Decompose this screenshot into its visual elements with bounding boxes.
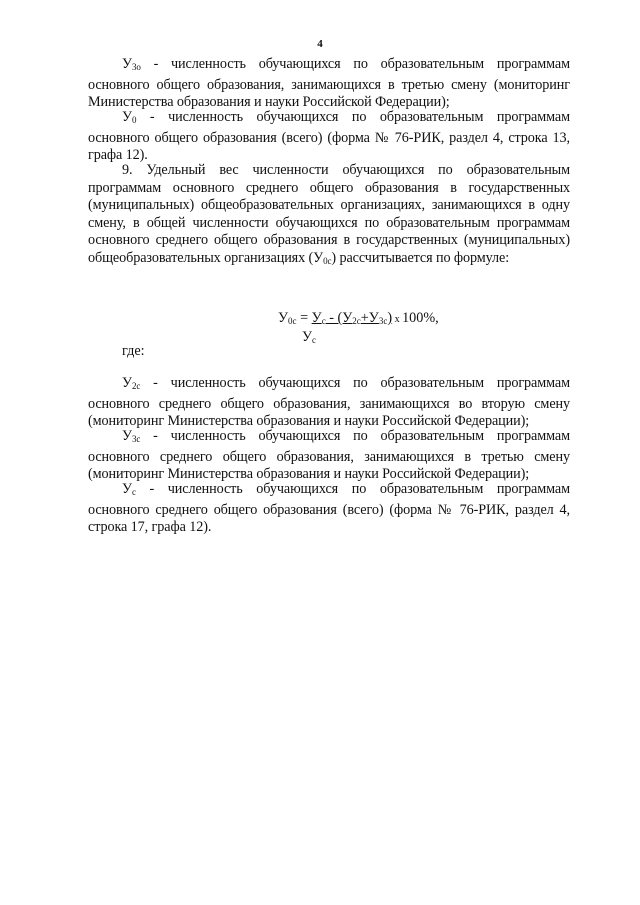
definition-u3c: $У_{3с}$ - численность обучающихся по образовательным программам основного среднего общего образования, занимающихся в третью смену (мониторинг Министерства образования и науки Российской Федерации); xyxy=(88,428,570,483)
formula-percent: 100%, xyxy=(402,310,439,326)
formula-numerator: $У_с - (У_{2с}+У_{3с})$ xyxy=(311,310,393,326)
where-label: где: xyxy=(122,343,145,359)
formula-lhs: $У_{0с}$ = xyxy=(278,310,312,326)
definition-u2c: $У_{2с}$ - численность обучающихся по образовательным программам основного среднего общего образования, занимающихся во вторую смену (мониторинг Министерства образования и науки Российской Федерации); xyxy=(88,375,570,430)
definition-u0: $У_0$ - численность обучающихся по образовательным программам основного общего образования (всего) (форма № 76-РИК, раздел 4, строка 13, графа 12). xyxy=(88,109,570,164)
definition-u3o: $У_{3о}$ - численность обучающихся по образовательным программам основного общего образования, занимающихся в третью смену (мониторинг Министерства образования и науки Российской Федерации); xyxy=(88,56,570,111)
formula xyxy=(278,310,439,345)
item-9-paragraph: 9. Удельный вес численности обучающихся по образовательным программам основного среднего общего образования в государственных (муниципальных) общеобразовательных организациях, занимающихся в одну смену, в общей численности обучающихся по образовательным программам основного среднего общего образования в государственных (муниципальных) общеобразовательных организациях $(У_{0с})$ рассчитывается по формуле: xyxy=(88,162,570,266)
formula-times: х xyxy=(392,314,403,325)
page-number: 4 xyxy=(317,38,323,50)
formula-denominator: $У_с$ xyxy=(302,329,317,345)
definition-uc: $У_с$ - численность обучающихся по образовательным программам основного среднего общего образования (всего) (форма № 76-РИК, раздел 4, строка 17, графа 12). xyxy=(88,481,570,536)
